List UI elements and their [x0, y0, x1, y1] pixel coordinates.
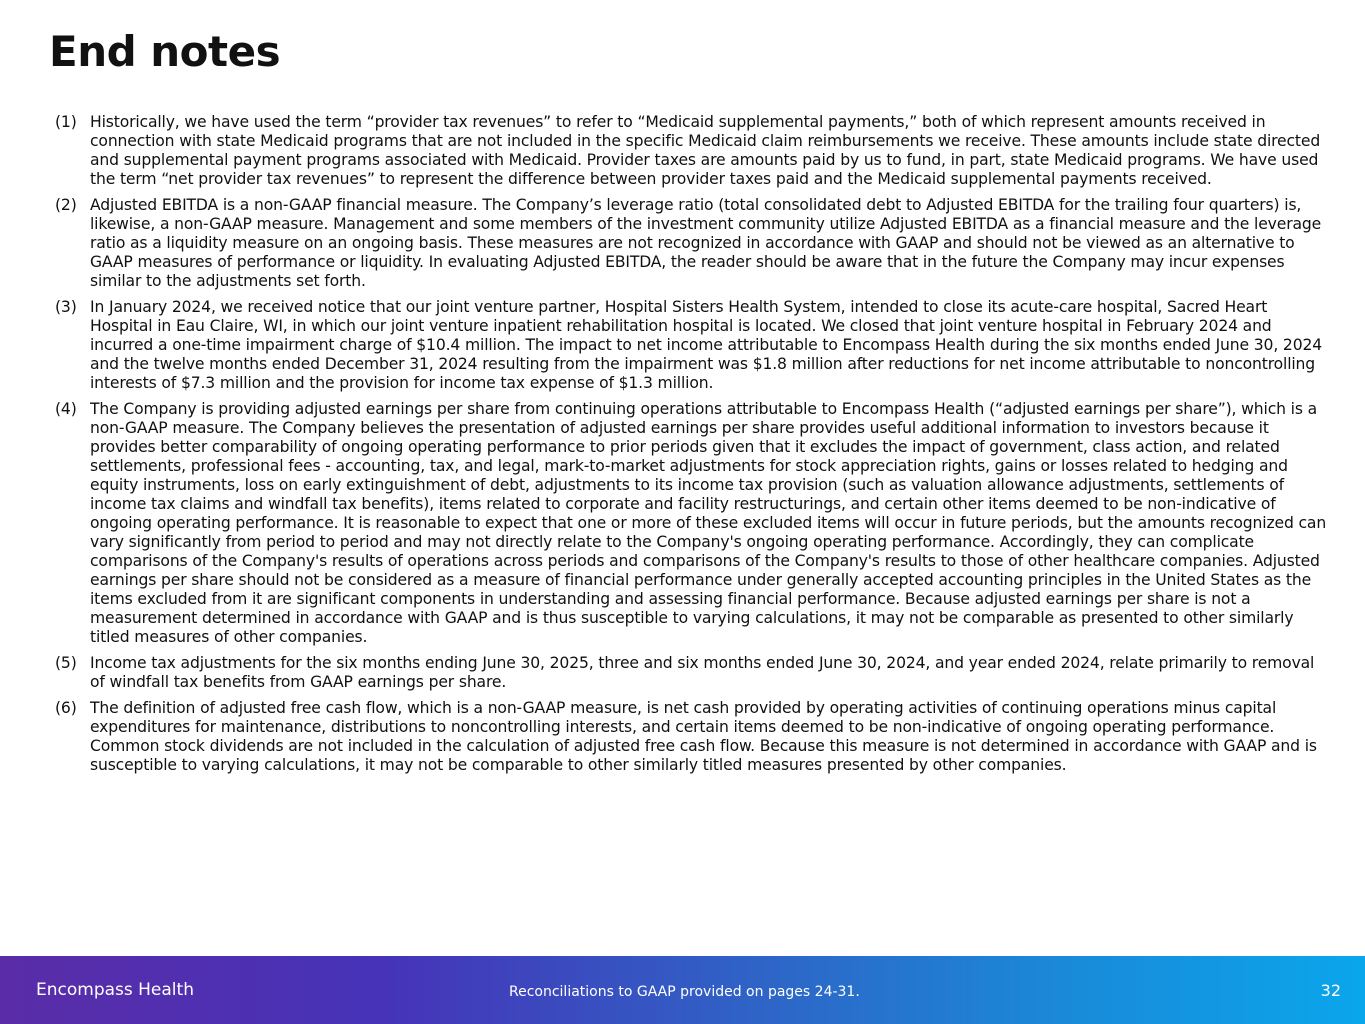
end-note-number: (6)	[55, 699, 77, 717]
end-note-number: (5)	[55, 654, 77, 672]
page-number: 32	[1320, 981, 1341, 1000]
end-note-text: Income tax adjustments for the six months ending June 30, 2025, three and six months ended June 30, 2024, and year ended 2024, relate primarily to removal of windfall tax benefits from GAAP earnings per share.	[90, 654, 1315, 691]
end-note-4	[55, 400, 1327, 647]
page-title: End notes	[49, 27, 281, 76]
end-note-number: (4)	[55, 400, 77, 418]
end-note-text: Historically, we have used the term “provider tax revenues” to refer to “Medicaid supplemental payments,” both of which represent amounts received in connection with state Medicaid programs that are not included in the specific Medicaid claim reimbursements we receive. These amounts include state directed and supplemental payment programs associated with Medicaid. Provider taxes are amounts paid by us to fund, in part, state Medicaid programs. We have used the term “net provider tax revenues” to represent the difference between provider taxes paid and the Medicaid supplemental payments received.	[90, 113, 1321, 188]
end-notes-list	[55, 113, 1327, 782]
footer-reconciliation-note: Reconciliations to GAAP provided on pages 24-31.	[509, 984, 860, 1000]
end-note-text: Adjusted EBITDA is a non-GAAP financial measure. The Company’s leverage ratio (total consolidated debt to Adjusted EBITDA for the trailing four quarters) is, likewise, a non-GAAP measure. Management and some members of the investment community utilize Adjusted EBITDA as a financial measure and the leverage ratio as a liquidity measure on an ongoing basis. These measures are not recognized in accordance with GAAP and should not be viewed as an alternative to GAAP measures of performance or liquidity. In evaluating Adjusted EBITDA, the reader should be aware that in the future the Company may incur expenses similar to the adjustments set forth.	[90, 196, 1322, 290]
end-note-1	[55, 113, 1327, 189]
footer-brand: Encompass Health	[36, 980, 194, 1000]
end-note-number: (2)	[55, 196, 77, 214]
end-note-text: The definition of adjusted free cash flow, which is a non-GAAP measure, is net cash provided by operating activities of continuing operations minus capital expenditures for maintenance, distributions to noncontrolling interests, and certain items deemed to be non-indicative of ongoing operating performance. Common stock dividends are not included in the calculation of adjusted free cash flow. Because this measure is not determined in accordance with GAAP and is susceptible to varying calculations, it may not be comparable to other similarly titled measures presented by other companies.	[90, 699, 1317, 774]
end-note-text: In January 2024, we received notice that our joint venture partner, Hospital Sisters Health System, intended to close its acute-care hospital, Sacred Heart Hospital in Eau Claire, WI, in which our joint venture inpatient rehabilitation hospital is located. We closed that joint venture hospital in February 2024 and incurred a one-time impairment charge of $10.4 million. The impact to net income attributable to Encompass Health during the six months ended June 30, 2024 and the twelve months ended December 31, 2024 resulting from the impairment was $1.8 million after reductions for net income attributable to noncontrolling interests of $7.3 million and the provision for income tax expense of $1.3 million.	[90, 298, 1323, 392]
end-note-6	[55, 699, 1327, 775]
end-note-3	[55, 298, 1327, 393]
end-note-text: The Company is providing adjusted earnings per share from continuing operations attributable to Encompass Health (“adjusted earnings per share”), which is a non-GAAP measure. The Company believes the presentation of adjusted earnings per share provides useful additional information to investors because it provides better comparability of ongoing operating performance to prior periods given that it excludes the impact of government, class action, and related settlements, professional fees - accounting, tax, and legal, mark-to-market adjustments for stock appreciation rights, gains or losses related to hedging and equity instruments, loss on early extinguishment of debt, adjustments to its income tax provision (such as valuation allowance adjustments, settlements of income tax claims and windfall tax benefits), items related to corporate and facility restructurings, and certain other items deemed to be non-indicative of ongoing operating performance. It is reasonable to expect that one or more of these excluded items will occur in future periods, but the amounts recognized can vary significantly from period to period and may not directly relate to the Company's ongoing operating performance. Accordingly, they can complicate comparisons of the Company's results of operations across periods and comparisons of the Company's results to those of other healthcare companies. Adjusted earnings per share should not be considered as a measure of financial performance under generally accepted accounting principles in the United States as the items excluded from it are significant components in understanding and assessing financial performance. Because adjusted earnings per share is not a measurement determined in accordance with GAAP and is thus susceptible to varying calculations, it may not be comparable as presented to other similarly titled measures of other companies.	[90, 400, 1327, 646]
footer-bar	[0, 956, 1365, 1024]
end-note-number: (3)	[55, 298, 77, 316]
end-note-number: (1)	[55, 113, 77, 131]
end-note-2	[55, 196, 1327, 291]
end-note-5	[55, 654, 1327, 692]
